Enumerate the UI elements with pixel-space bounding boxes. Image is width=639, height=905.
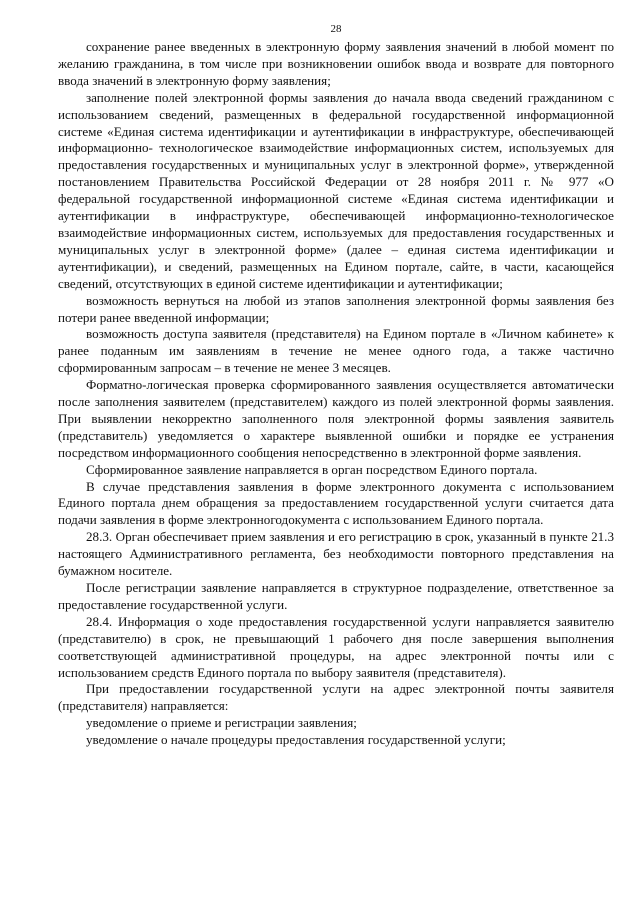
paragraph-13: уведомление о начале процедуры предоставления государственной услуги; [86, 732, 506, 748]
paragraph-9: После регистрации заявление направляется в структурное подразделение, ответственное за предоставление государственной услуги. [58, 580, 614, 612]
paragraph-6: Сформированное заявление направляется в орган посредством Единого портала. [86, 461, 538, 477]
paragraph-7: В случае представления заявления в форме электронного документа с использованием Единого портала днем обращения за предоставлением государственной услуги считается дата подачи заявления в форме электронногодокумента с использованием Единого портала. [58, 478, 614, 528]
paragraph-10: 28.4. Информация о ходе предоставления государственной услуги направляется заявителю (представителю) в срок, не превышающий 1 рабочего дня после завершения выполнения соответствующей административной процедуры, на адрес электронной почты или с использованием средств Единого портала по выбору заявителя (представителя). [58, 613, 614, 680]
paragraph-2: заполнение полей электронной формы заявления до начала ввода сведений гражданином с использованием сведений, размещенных в федеральной государственной информационной системе «Единая система идентификации и аутентификации в инфраструктуре, обеспечивающей информационно- технологическое взаимодействие информационных систем, используемых для предоставления государственных и муниципальных услуг в электронной форме», утвержденной постановлением Правительства Российской Федерации от 28 ноября 2011 г. № 977 «О федеральной государственной информационной системе «Единая система идентификации и аутентификации в инфраструктуре, обеспечивающей информационно-технологическое взаимодействие информационных систем, используемых для предоставления государственных и муниципальных услуг в электронной форме» (далее – единая система идентификации и аутентификации), и сведений, размещенных на Едином портале, сайте, в части, касающейся сведений, отсутствующих в единой системе идентификации и аутентификации; [58, 89, 614, 291]
page-number: 28 [330, 23, 342, 35]
paragraph-8: 28.3. Орган обеспечивает прием заявления и его регистрацию в срок, указанный в пункте 21.3 настоящего Административного регламента, без необходимости повторного представления на бумажном носителе. [58, 529, 614, 579]
paragraph-5: Форматно-логическая проверка сформированного заявления осуществляется автоматически после заполнения заявителем (представителем) каждого из полей электронной формы заявления. При выявлении некорректно заполненного поля электронной формы заявления заявитель (представитель) уведомляется о характере выявленной ошибки и порядке ее устранения посредством информационного сообщения непосредственно в электронной форме заявления. [58, 377, 614, 460]
paragraph-3: возможность вернуться на любой из этапов заполнения электронной формы заявления без потери ранее введенной информации; [58, 292, 614, 325]
paragraph-4: возможность доступа заявителя (представителя) на Едином портале в «Личном кабинете» к ранее поданным им заявлениям в течение не менее одного года, а также частично сформированным запросам – в течение не менее 3 месяцев. [58, 326, 614, 376]
paragraph-12: уведомление о приеме и регистрации заявления; [86, 715, 357, 731]
paragraph-1: сохранение ранее введенных в электронную форму заявления значений в любой момент по желанию гражданина, в том числе при возникновении ошибок ввода и возврате для повторного ввода значений в электронную форму заявления; [58, 39, 614, 88]
paragraph-11: При предоставлении государственной услуги на адрес электронной почты заявителя (представителя) направляется: [58, 681, 614, 714]
